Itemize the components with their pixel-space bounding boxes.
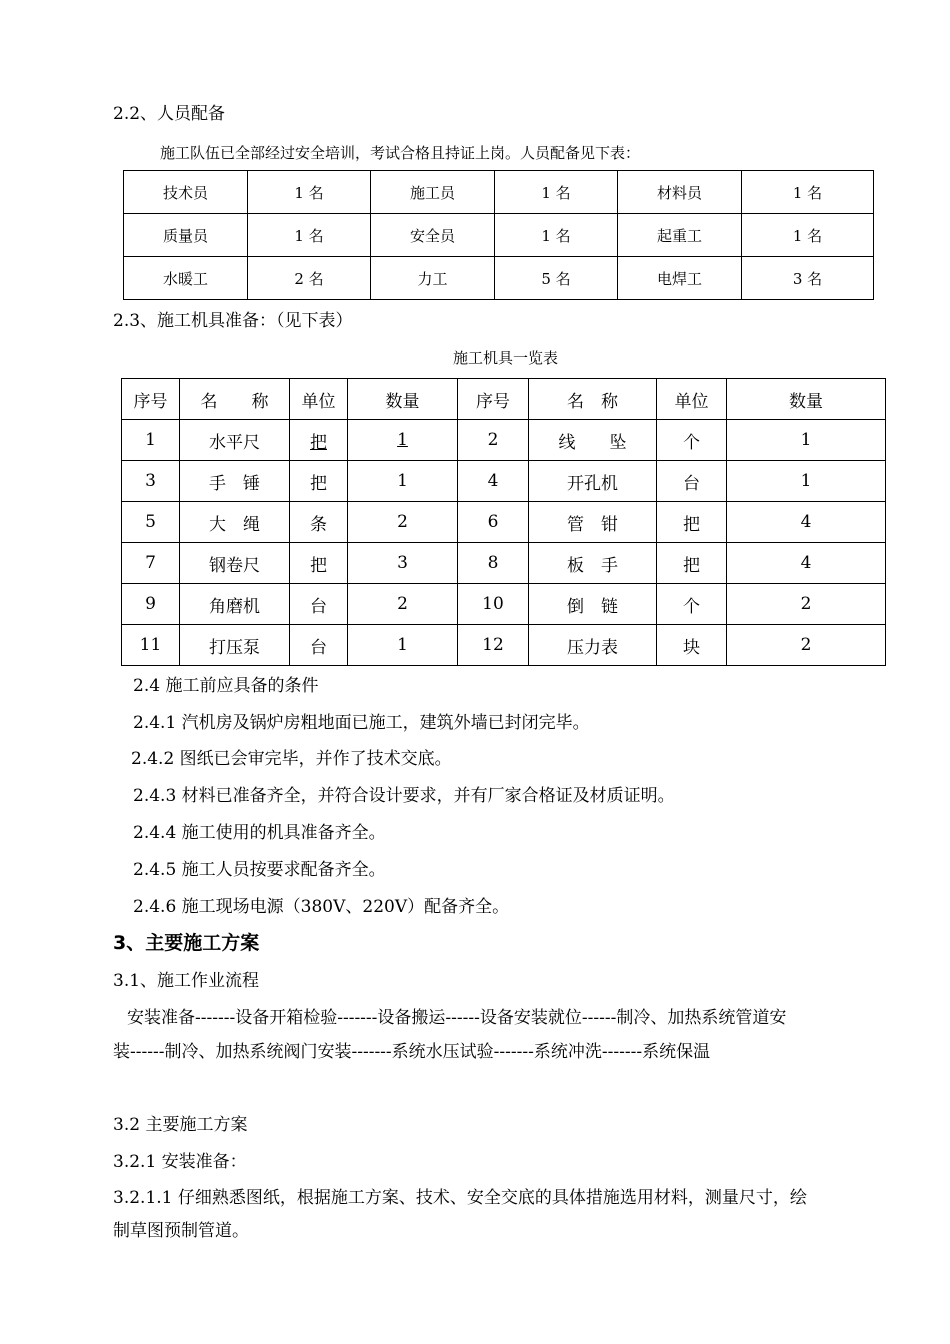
workflow-text-line1: 安装准备-------设备开箱检验-------设备搬运------设备安装就位------制冷、加热系统管道安 <box>127 1008 787 1028</box>
tool-cell: 1 <box>348 461 458 502</box>
tool-cell: 压力表 <box>529 625 657 666</box>
tool-cell: 倒 链 <box>529 584 657 625</box>
tool-cell: 大 绳 <box>180 502 290 543</box>
tool-cell <box>290 420 348 461</box>
tool-cell: 把 <box>290 461 348 502</box>
tool-cell: 开孔机 <box>529 461 657 502</box>
staff-cell: 安全员 <box>371 214 495 257</box>
tool-cell: 把 <box>657 502 727 543</box>
tool-cell: 线 坠 <box>529 420 657 461</box>
tool-cell: 2 <box>727 584 886 625</box>
tool-cell: 7 <box>122 543 180 584</box>
tool-cell: 条 <box>290 502 348 543</box>
condition-item: 2.4.6 施工现场电源（380V、220V）配备齐全。 <box>133 897 510 917</box>
header-cell: 名 称 <box>529 379 657 420</box>
staff-cell: 1 名 <box>495 171 618 214</box>
staff-cell: 水暖工 <box>124 257 248 300</box>
tool-cell: 4 <box>727 543 886 584</box>
tool-cell: 8 <box>458 543 529 584</box>
staff-cell: 电焊工 <box>618 257 742 300</box>
staff-row <box>124 171 874 214</box>
header-cell: 序号 <box>458 379 529 420</box>
tool-cell <box>348 420 458 461</box>
paragraph-3-2-1-1-line2: 制草图预制管道。 <box>113 1221 249 1241</box>
tool-unit-underlined: 把 <box>310 432 327 453</box>
tools-row <box>122 461 886 502</box>
tool-cell: 块 <box>657 625 727 666</box>
staff-cell: 施工员 <box>371 171 495 214</box>
tools-header-row <box>122 379 886 420</box>
staff-cell: 起重工 <box>618 214 742 257</box>
tool-cell: 1 <box>727 420 886 461</box>
condition-item: 2.4.3 材料已准备齐全，并符合设计要求，并有厂家合格证及材质证明。 <box>133 786 675 806</box>
staff-cell: 1 名 <box>495 214 618 257</box>
tool-cell: 6 <box>458 502 529 543</box>
tool-cell: 11 <box>122 625 180 666</box>
header-cell: 单位 <box>290 379 348 420</box>
tool-cell: 个 <box>657 420 727 461</box>
tool-cell: 10 <box>458 584 529 625</box>
section-3-heading: 3、主要施工方案 <box>113 932 260 954</box>
condition-item: 2.4.2 图纸已会审完毕，并作了技术交底。 <box>131 749 452 769</box>
staff-cell: 1 名 <box>248 171 371 214</box>
tool-cell: 1 <box>122 420 180 461</box>
paragraph-3-2-1-1-line1: 3.2.1.1 仔细熟悉图纸，根据施工方案、技术、安全交底的具体措施选用材料，测量尺寸，绘 <box>113 1188 807 1208</box>
condition-item: 2.4.4 施工使用的机具准备齐全。 <box>133 823 386 843</box>
section-2-3-heading: 2.3、施工机具准备：（见下表） <box>113 311 353 331</box>
staff-cell: 3 名 <box>742 257 874 300</box>
header-cell: 名 称 <box>180 379 290 420</box>
staff-cell: 力工 <box>371 257 495 300</box>
staff-cell: 1 名 <box>248 214 371 257</box>
tools-row <box>122 543 886 584</box>
tool-cell: 2 <box>727 625 886 666</box>
tool-cell: 管 钳 <box>529 502 657 543</box>
tool-cell: 3 <box>348 543 458 584</box>
header-cell: 数量 <box>348 379 458 420</box>
tool-cell: 台 <box>657 461 727 502</box>
tool-cell: 1 <box>727 461 886 502</box>
staff-row <box>124 257 874 300</box>
section-2-4-heading: 2.4 施工前应具备的条件 <box>133 676 319 696</box>
staff-intro-text: 施工队伍已全部经过安全培训，考试合格且持证上岗。人员配备见下表： <box>160 144 641 162</box>
tools-table-title: 施工机具一览表 <box>453 349 559 367</box>
tool-cell: 个 <box>657 584 727 625</box>
staff-cell: 2 名 <box>248 257 371 300</box>
staff-cell: 质量员 <box>124 214 248 257</box>
tool-cell: 12 <box>458 625 529 666</box>
workflow-text-line2: 装------制冷、加热系统阀门安装-------系统水压试验-------系统冲洗-------系统保温 <box>113 1042 711 1062</box>
section-3-1-heading: 3.1、施工作业流程 <box>113 971 260 991</box>
tool-qty-underlined: 1 <box>397 430 408 450</box>
tool-cell: 水平尺 <box>180 420 290 461</box>
tool-cell: 台 <box>290 625 348 666</box>
tool-cell: 1 <box>348 625 458 666</box>
tool-cell: 板 手 <box>529 543 657 584</box>
staff-cell: 1 名 <box>742 171 874 214</box>
tool-cell: 5 <box>122 502 180 543</box>
tool-cell: 把 <box>657 543 727 584</box>
tools-row <box>122 420 886 461</box>
staff-cell: 5 名 <box>495 257 618 300</box>
header-cell: 数量 <box>727 379 886 420</box>
condition-item: 2.4.5 施工人员按要求配备齐全。 <box>133 860 386 880</box>
tool-cell: 钢卷尺 <box>180 543 290 584</box>
tools-row <box>122 502 886 543</box>
tool-cell: 3 <box>122 461 180 502</box>
tool-cell: 2 <box>458 420 529 461</box>
tools-row <box>122 625 886 666</box>
header-cell: 序号 <box>122 379 180 420</box>
tool-cell: 角磨机 <box>180 584 290 625</box>
tool-cell: 手 锤 <box>180 461 290 502</box>
staff-table <box>123 170 874 300</box>
tool-cell: 9 <box>122 584 180 625</box>
header-cell: 单位 <box>657 379 727 420</box>
tool-cell: 4 <box>727 502 886 543</box>
tool-cell: 4 <box>458 461 529 502</box>
staff-row <box>124 214 874 257</box>
tools-table <box>121 378 886 666</box>
tool-cell: 打压泵 <box>180 625 290 666</box>
tools-row <box>122 584 886 625</box>
staff-cell: 材料员 <box>618 171 742 214</box>
staff-cell: 技术员 <box>124 171 248 214</box>
section-3-2-heading: 3.2 主要施工方案 <box>113 1115 248 1135</box>
section-3-2-1-heading: 3.2.1 安装准备： <box>113 1152 247 1172</box>
condition-item: 2.4.1 汽机房及锅炉房粗地面已施工，建筑外墙已封闭完毕。 <box>133 713 590 733</box>
staff-cell: 1 名 <box>742 214 874 257</box>
tool-cell: 把 <box>290 543 348 584</box>
section-2-2-heading: 2.2、人员配备 <box>113 104 226 124</box>
tool-cell: 台 <box>290 584 348 625</box>
tool-cell: 2 <box>348 502 458 543</box>
tool-cell: 2 <box>348 584 458 625</box>
